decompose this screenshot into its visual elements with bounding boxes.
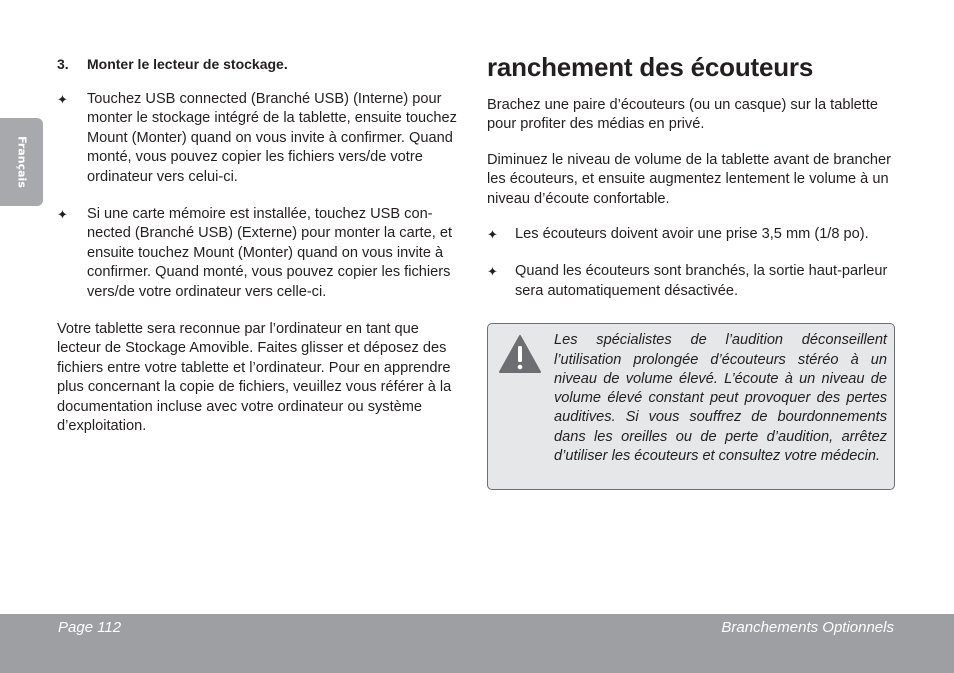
bullet-text: Si une carte mémoire est installée, touchez USB con-nected (Branché USB) (Externe) pour monter la carte, et ensuite touchez Mount (Monter) quand on vous invite à confirmer. Quand monté, vous pouvez copier les fichiers vers/de votre ordinateur vers celle-ci. [87,206,453,300]
section-title: Branchements Optionnels [721,619,894,636]
bullet-star-icon: ✦ [57,207,68,223]
step-heading [57,54,464,74]
step-number: 3. [57,56,69,72]
page-footer [0,614,954,673]
list-item [487,262,897,301]
left-column [57,54,464,453]
page-number: Page 112 [58,619,122,636]
body-paragraph: Diminuez le niveau de volume de la tablette avant de brancher les écouteurs, et ensuite augmentez lentement le volume à un niveau d’écoute confortable. [487,151,892,207]
body-paragraph: Votre tablette sera reconnue par l’ordinateur en tant que lecteur de Stockage Amovible. Faites glisser et déposez des fichiers entre votre tablette et l’ordinateur. Pour en apprendre plus concernant la copie de fichiers, veuillez vous référer à la documentation incluse avec votre ordinateur ou système d’exploitation. [57,321,452,435]
section-heading: ranchement des écouteurs [487,52,814,82]
bullet-text: Touchez USB connected (Branché USB) (Interne) pour monter le stockage intégré de la tablette, ensuite touchez Mount (Monter) quand on vous invite à confirmer. Quand monté, vous pouvez copier les fichiers vers/de votre ordinateur vers celui-ci. [87,91,457,185]
list-item [57,90,464,187]
language-tab [0,118,43,206]
right-column [487,50,897,490]
bullet-star-icon: ✦ [487,227,498,243]
list-item [487,225,897,244]
list-item [57,205,464,302]
step-title: Monter le lecteur de stockage. [87,56,288,72]
warning-box [487,323,895,490]
bullet-star-icon: ✦ [57,92,68,107]
bullet-text: Quand les écouteurs sont branchés, la sortie haut-parleur sera automatiquement désactivée. [515,263,888,299]
language-tab-label: Français [15,136,28,188]
warning-text: Les spécialistes de l’audition déconseillent l’utilisation prolongée d’écouteurs stéréo à un niveau de volume élevé. L’écoute à un niveau de volume élevé constant peut provoquer des pertes auditives. Si vous souffrez de bourdonnements dans les oreilles ou de perte d’audition, arrêtez d’utiliser les écouteurs et consultez votre médecin. [554,332,887,465]
bullet-star-icon: ✦ [487,264,498,280]
body-paragraph: Brachez une paire d’écouteurs (ou un casque) sur la tablette pour profiter des médias en privé. [487,97,879,133]
bullet-text: Les écouteurs doivent avoir une prise 3,5 mm (1/8 po). [515,226,869,243]
warning-triangle-icon [498,334,542,374]
